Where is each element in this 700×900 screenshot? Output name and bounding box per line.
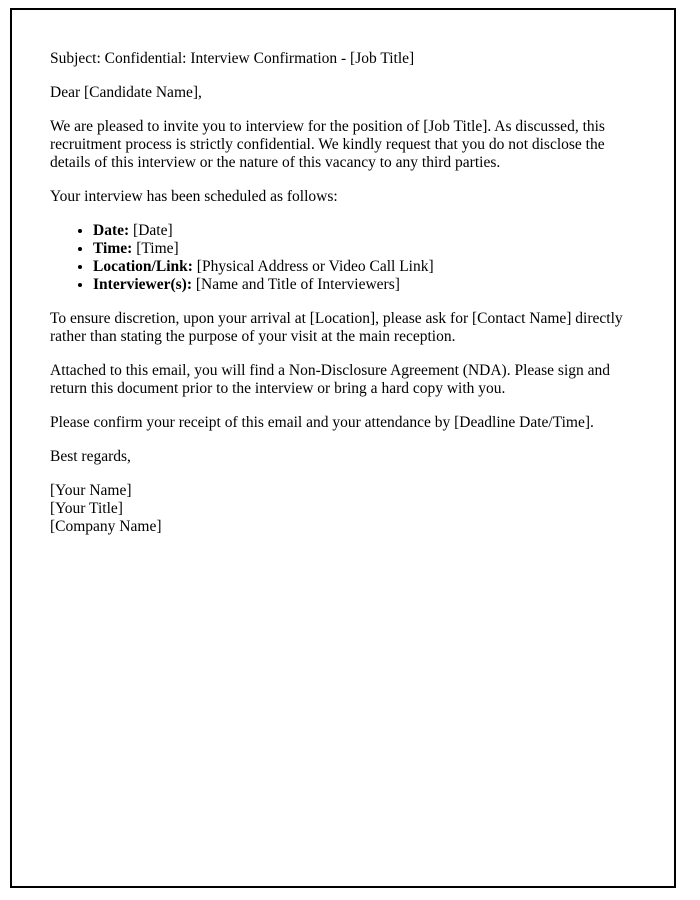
detail-value-interviewers: [Name and Title of Interviewers]: [195, 276, 400, 293]
greeting: Dear [Candidate Name],: [50, 84, 202, 101]
detail-item-location: [93, 258, 630, 276]
interview-details-list: [50, 222, 630, 294]
detail-item-date: [93, 222, 630, 240]
letter-page: [10, 8, 676, 888]
detail-value-date: [Date]: [133, 222, 173, 239]
schedule-intro: Your interview has been scheduled as follows:: [50, 188, 338, 205]
signature-block: [50, 482, 630, 536]
discretion-paragraph: To ensure discretion, upon your arrival at [Location], please ask for [Contact Name] directly rather than stating the purpose of your visit at the main reception.: [50, 310, 623, 345]
signature-name: [Your Name]: [50, 482, 132, 499]
signature-company: [Company Name]: [50, 518, 162, 535]
detail-item-time: [93, 240, 630, 258]
subject-line: Subject: Confidential: Interview Confirmation - [Job Title]: [50, 50, 415, 67]
detail-value-time: [Time]: [136, 240, 179, 257]
confirmation-request: Please confirm your receipt of this email and your attendance by [Deadline Date/Time].: [50, 414, 594, 431]
signature-title: [Your Title]: [50, 500, 123, 517]
detail-label-date: Date:: [93, 222, 130, 239]
detail-label-time: Time:: [93, 240, 133, 257]
detail-label-interviewers: Interviewer(s):: [93, 276, 192, 293]
detail-item-interviewers: [93, 276, 630, 294]
nda-paragraph: Attached to this email, you will find a Non-Disclosure Agreement (NDA). Please sign and return this document prior to the interview or bring a hard copy with you.: [50, 362, 611, 397]
intro-paragraph: We are pleased to invite you to interview for the position of [Job Title]. As discussed, this recruitment process is strictly confidential. We kindly request that you do not disclose the details of this interview or the nature of this vacancy to any third parties.: [50, 118, 605, 171]
detail-value-location: [Physical Address or Video Call Link]: [196, 258, 434, 275]
detail-label-location: Location/Link:: [93, 258, 193, 275]
closing: Best regards,: [50, 448, 131, 465]
